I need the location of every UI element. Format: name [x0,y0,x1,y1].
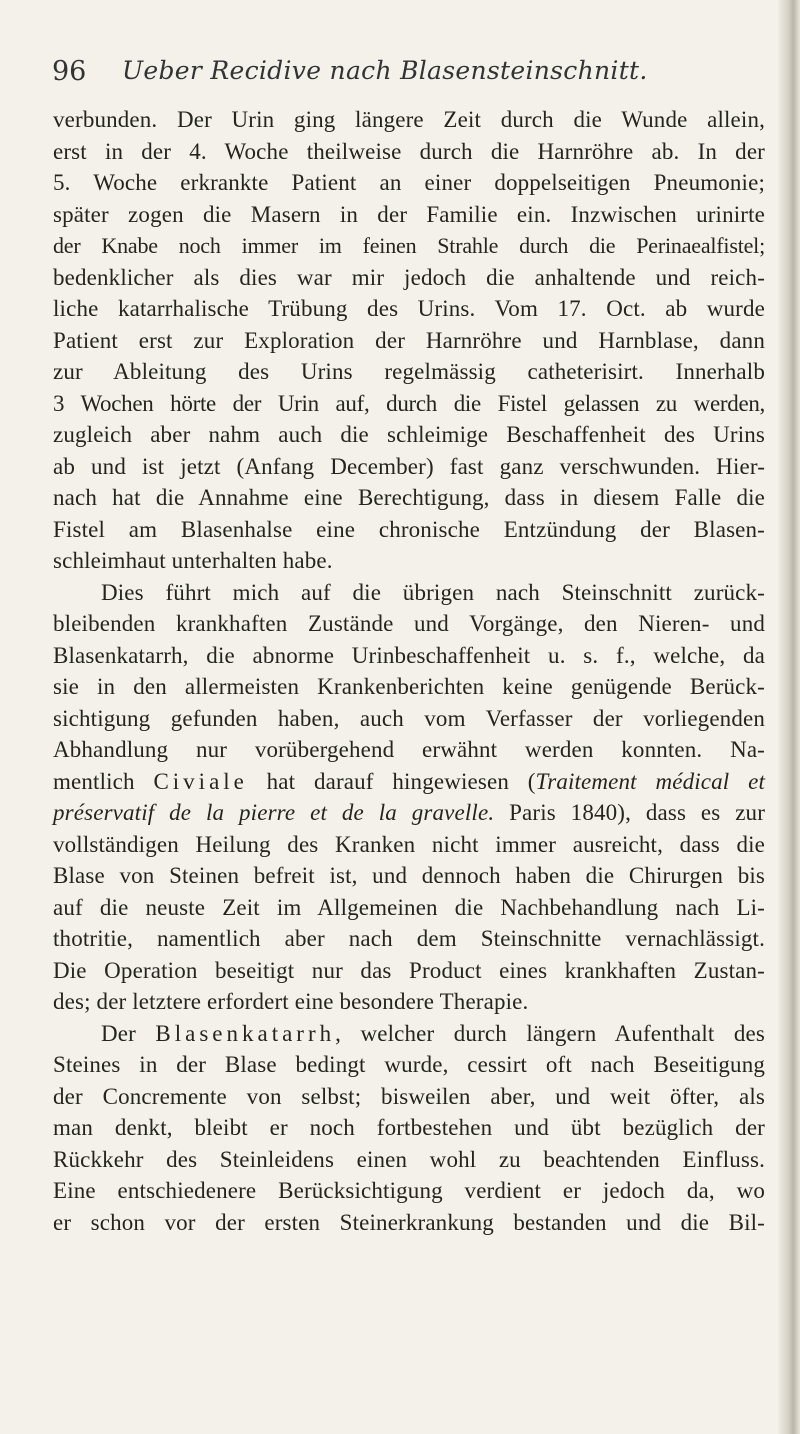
text-line: vollständigen Heilung des Kranken nicht immer ausreicht, dass die [53,831,765,857]
text-fragment: Paris 1840), dass es zur [494,800,766,825]
text-line: des; der letztere erfordert eine besondere Therapie. [53,989,529,1014]
text-line: ab und ist jetzt (Anfang December) fast ganz verschwunden. Hier- [53,453,765,479]
text-line: erst in der 4. Woche theilweise durch die Harnröhre ab. In der [53,138,765,164]
text-fragment: mentlich [53,768,154,794]
book-title-continued: préservatif de la pierre et de la gravelle. [53,800,495,825]
text-line: Steines in der Blase bedingt wurde, cessirt oft nach Beseitigung [53,1052,765,1077]
text-line: Die Operation beseitigt nur das Product eines krankhaften Zustan- [53,957,765,983]
author-name-civiale: Civiale [153,768,248,794]
text-line: nach hat die Annahme eine Berechtigung, dass in diesem Falle die [53,485,765,510]
text-line: der Knabe noch immer im feinen Strahle durch die Perinaealfistel; [53,233,765,258]
running-head: Ueber Recidive nach Blasensteinschnitt. [122,56,648,85]
text-fragment: , welcher durch längern Aufenthalt des [335,1020,765,1046]
text-line: verbunden. Der Urin ging längere Zeit durch die Wunde allein, [53,107,765,132]
text-line: thotritie, namentlich aber nach dem Steinschnitte vernachlässigt. [53,926,765,951]
text-line: Rückkehr des Steinleidens einen wohl zu beachtenden Einfluss. [53,1146,765,1172]
text-line: sichtigung gefunden haben, auch vom Verfasser der vorliegenden [53,705,765,731]
text-line: Patient erst zur Exploration der Harnröhre und Harnblase, dann [53,327,765,353]
text-line: sie in den allermeisten Krankenberichten keine genügende Berück- [53,674,765,699]
paragraph-start-line [53,1018,765,1050]
text-line: bedenklicher als dies war mir jedoch die anhaltende und reich- [53,264,765,290]
text-line: Eine entschiedenere Berücksichtigung verdient er jedoch da, wo [53,1178,765,1203]
text-line: Blasenkatarrh, die abnorme Urinbeschaffenheit u. s. f., welche, da [53,642,765,668]
text-line: man denkt, bleibt er noch fortbestehen und übt bezüglich der [53,1115,765,1140]
term-blasenkatarrh: Blasenkatarrh [155,1020,336,1046]
text-fragment: hat darauf hingewiesen ( [247,768,536,794]
text-line: er schon vor der ersten Steinerkrankung bestanden und die Bil- [53,1209,765,1235]
text-line-citation [53,797,765,829]
text-line: zur Ableitung des Urins regelmässig catheterisirt. Innerhalb [53,359,765,384]
text-line: schleimhaut unterhalten habe. [53,548,333,573]
text-line: der Concremente von selbst; bisweilen aber, und weit öfter, als [53,1083,765,1109]
text-fragment: Der [101,1020,156,1046]
text-line: 3 Wochen hörte der Urin auf, durch die Fistel gelassen zu werden, [53,390,765,416]
text-line: Abhandlung nur vorübergehend erwähnt werden konnten. Na- [53,737,765,762]
text-line: später zogen die Masern in der Familie ein. Inzwischen urinirte [53,201,765,227]
text-line: Blase von Steinen befreit ist, und dennoch haben die Chirurgen bis [53,863,765,888]
paragraph-start-line: Dies führt mich auf die übrigen nach Steinschnitt zurück- [101,579,765,605]
book-title: Traitement médical et [535,768,765,794]
text-line: auf die neuste Zeit im Allgemeinen die Nachbehandlung nach Li- [53,894,765,920]
text-line: zugleich aber nahm auch die schleimige Beschaffenheit des Urins [53,422,765,447]
page-edge-shadow [778,0,800,1434]
text-line: liche katarrhalische Trübung des Urins. Vom 17. Oct. ab wurde [53,296,765,321]
text-line-citation [53,766,765,798]
text-line: 5. Woche erkrankte Patient an einer doppelseitigen Pneumonie; [53,170,765,195]
page-header [52,56,752,96]
text-line: bleibenden krankhaften Zustände und Vorgänge, den Nieren- und [53,611,765,636]
body-text [53,104,765,1238]
text-line: Fistel am Blasenhalse eine chronische Entzündung der Blasen- [53,516,765,542]
page-number: 96 [52,56,87,87]
